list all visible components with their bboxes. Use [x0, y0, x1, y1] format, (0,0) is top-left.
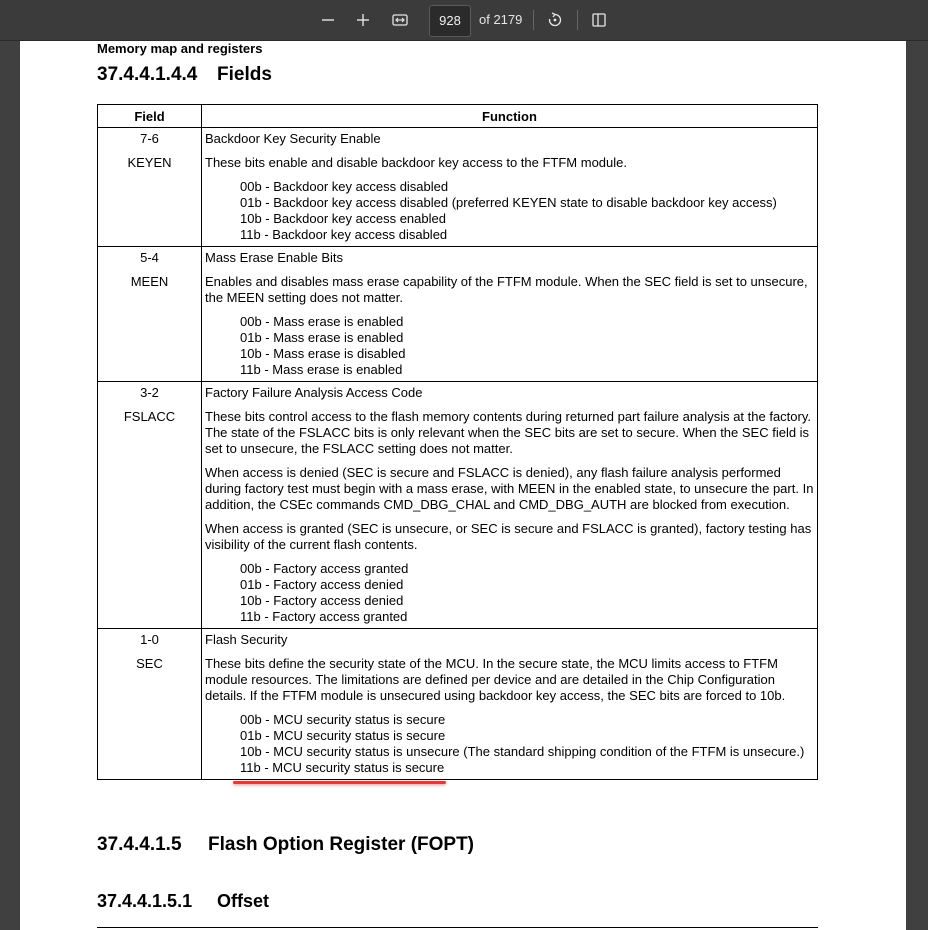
zoom-out-button[interactable]: [316, 8, 340, 32]
field-bits: 3-2: [140, 385, 159, 400]
field-name: KEYEN: [127, 155, 172, 170]
field-cell: [98, 382, 202, 629]
field-bits: 7-6: [140, 131, 159, 146]
option-item: 10b - Backdoor key access enabled: [240, 211, 446, 226]
function-title: Factory Failure Analysis Access Code: [205, 385, 423, 400]
field-name: SEC: [136, 656, 163, 671]
field-name: MEEN: [130, 274, 169, 289]
zoom-in-icon: [356, 12, 370, 28]
option-item: 11b - Mass erase is enabled: [240, 362, 403, 377]
option-list: [240, 561, 814, 625]
function-paragraph: These bits define the security state of the MCU. In the secure state, the MCU limits access to FTFM module resources. The limitations are defined per device and are detailed in the Chip Configuration details. If the FTFM module is unsecured using backdoor key access, the SEC bits are forced to 10b.: [205, 656, 786, 703]
function-paragraph: These bits enable and disable backdoor key access to the FTFM module.: [205, 155, 627, 170]
table-header-row: [98, 105, 818, 128]
table-row: [98, 128, 818, 247]
option-list: [240, 179, 814, 243]
fit-page-icon: [392, 12, 408, 28]
running-header: Memory map and registers: [97, 41, 263, 56]
table-top-rule: [97, 927, 818, 928]
option-item: 01b - Backdoor key access disabled (preferred KEYEN state to disable backdoor key access): [240, 195, 777, 210]
page-total-label: of 2179: [479, 12, 523, 27]
function-cell: [202, 128, 818, 247]
option-item: 11b - Backdoor key access disabled: [240, 227, 448, 242]
fields-table: [97, 104, 818, 780]
red-underline-annotation: [233, 781, 446, 784]
section-number: 37.4.4.1.5.1: [97, 891, 193, 911]
option-item: 01b - Mass erase is enabled: [240, 330, 404, 345]
option-item: 10b - MCU security status is unsecure (The standard shipping condition of the FTFM is unsecure.): [240, 744, 805, 759]
field-name: FSLACC: [123, 409, 176, 424]
rotate-button[interactable]: [543, 8, 567, 32]
zoom-out-icon: [321, 12, 335, 28]
function-cell: [202, 247, 818, 382]
section-heading-fields: [97, 64, 272, 86]
function-paragraph: When access is granted (SEC is unsecure, or SEC is secure and FSLACC is granted), factory testing has visibility of the current flash contents.: [205, 521, 812, 552]
option-item: 00b - Mass erase is enabled: [240, 314, 404, 329]
section-title: Flash Option Register (FOPT): [208, 834, 475, 855]
option-item: 11b - Factory access granted: [240, 609, 408, 624]
page-number-input[interactable]: 928: [429, 5, 471, 37]
header-field: Field: [98, 105, 202, 128]
section-heading-offset: [97, 891, 269, 912]
fit-page-button[interactable]: [388, 8, 412, 32]
rotate-icon: [547, 12, 563, 28]
field-cell: [98, 629, 202, 780]
table-row: [98, 629, 818, 780]
section-number: 37.4.4.1.4.4: [97, 64, 198, 85]
function-title: Mass Erase Enable Bits: [205, 250, 344, 265]
page-view-icon: [591, 12, 607, 28]
option-list: [240, 314, 814, 378]
zoom-in-button[interactable]: [351, 8, 375, 32]
toolbar-divider: [533, 10, 534, 30]
option-item: 01b - Factory access denied: [240, 577, 404, 592]
option-item: 10b - Factory access denied: [240, 593, 404, 608]
function-cell: [202, 629, 818, 780]
option-item: 00b - MCU security status is secure: [240, 712, 446, 727]
field-bits: 5-4: [140, 250, 159, 265]
option-list: [240, 712, 814, 776]
function-paragraph: Enables and disables mass erase capability of the FTFM module. When the SEC field is set to unsecure, the MEEN setting does not matter.: [205, 274, 808, 305]
function-paragraph: When access is denied (SEC is secure and FSLACC is denied), any flash failure analysis performed during factory test must begin with a mass erase, with MEEN in the enabled state, to unsecure the part. In addition, the CSEc commands CMD_DBG_CHAL and CMD_DBG_AUTH are blocked from execution.: [205, 465, 814, 512]
function-title: Backdoor Key Security Enable: [205, 131, 381, 146]
option-item: 11b - MCU security status is secure: [240, 760, 445, 775]
field-bits: 1-0: [140, 632, 159, 647]
option-item: 00b - Factory access granted: [240, 561, 409, 576]
field-cell: [98, 247, 202, 382]
pdf-toolbar: [0, 0, 928, 41]
table-row: [98, 247, 818, 382]
function-title: Flash Security: [205, 632, 288, 647]
function-paragraph: These bits control access to the flash memory contents during returned part failure analysis at the factory. The state of the FSLACC bits is only relevant when the SEC bits are set to secure. When the SEC field is set to unsecure, the FSLACC setting does not matter.: [205, 409, 811, 456]
field-cell: [98, 128, 202, 247]
header-function: Function: [202, 105, 818, 128]
section-heading-fopt: [97, 834, 474, 856]
toolbar-divider: [577, 10, 578, 30]
page-view-button[interactable]: [587, 8, 611, 32]
option-item: 01b - MCU security status is secure: [240, 728, 446, 743]
pdf-page: [20, 41, 906, 930]
option-item: 10b - Mass erase is disabled: [240, 346, 406, 361]
table-row: [98, 382, 818, 629]
section-title: Offset: [217, 891, 270, 911]
option-item: 00b - Backdoor key access disabled: [240, 179, 449, 194]
section-number: 37.4.4.1.5: [97, 834, 182, 855]
section-title: Fields: [217, 64, 272, 85]
function-cell: [202, 382, 818, 629]
